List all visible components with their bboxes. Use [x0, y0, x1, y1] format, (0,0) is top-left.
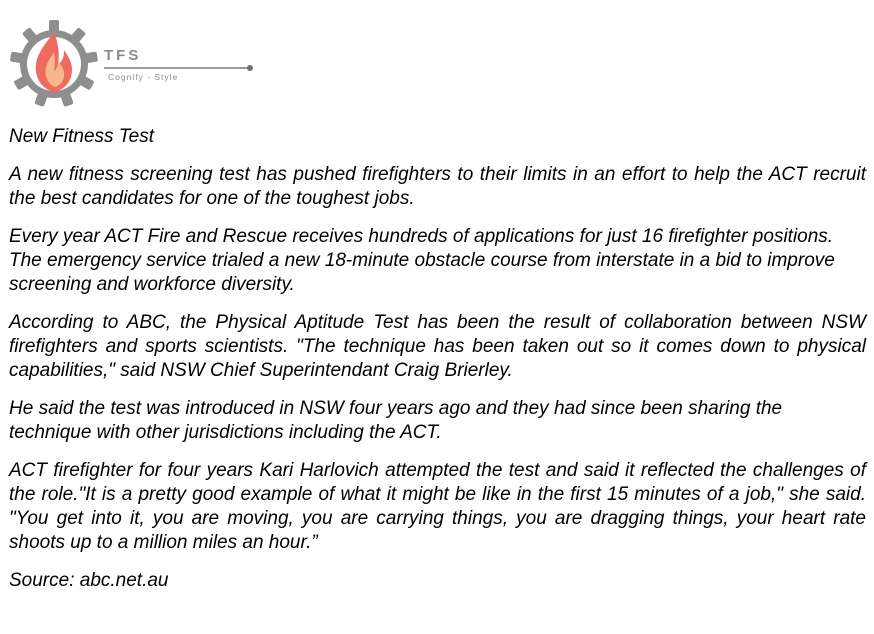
- article-paragraph: A new fitness screening test has pushed firefighters to their limits in an effort to help the ACT recruit the best candidates for one of the toughest jobs.: [9, 164, 866, 209]
- article-title: New Fitness Test: [9, 126, 155, 147]
- article-paragraph: ACT firefighter for four years Kari Harlovich attempted the test and said it reflected the challenges of the role."It is a pretty good example of what it might be like in the first 15 minutes of a job," she said. "You get into it, you are moving, you are carrying things, you are dragging things, your heart rate shoots up to a million miles an hour.”: [9, 460, 866, 553]
- logo-divider-dot: [247, 65, 253, 71]
- tfs-logo: [8, 18, 258, 110]
- article-paragraph: According to ABC, the Physical Aptitude Test has been the result of collaboration between NSW firefighters and sports scientists. "The technique has been taken out so it comes down to physical capabilities," said NSW Chief Superintendant Craig Brierley.: [9, 312, 866, 381]
- logo-divider: [104, 67, 248, 69]
- gear-flame-icon: [8, 18, 100, 110]
- article: [9, 125, 866, 607]
- article-paragraph: He said the test was introduced in NSW four years ago and they had since been sharing the technique with other jurisdictions including the ACT.: [9, 398, 783, 443]
- article-source: Source: abc.net.au: [9, 570, 169, 591]
- article-paragraph: Every year ACT Fire and Rescue receives hundreds of applications for just 16 firefighter positions. The emergency service trialed a new 18-minute obstacle course from interstate in a bid to improve screening and workforce diversity.: [9, 226, 835, 295]
- logo-letters: TFS: [104, 47, 142, 64]
- logo-tagline: Cognify - Style: [108, 72, 179, 82]
